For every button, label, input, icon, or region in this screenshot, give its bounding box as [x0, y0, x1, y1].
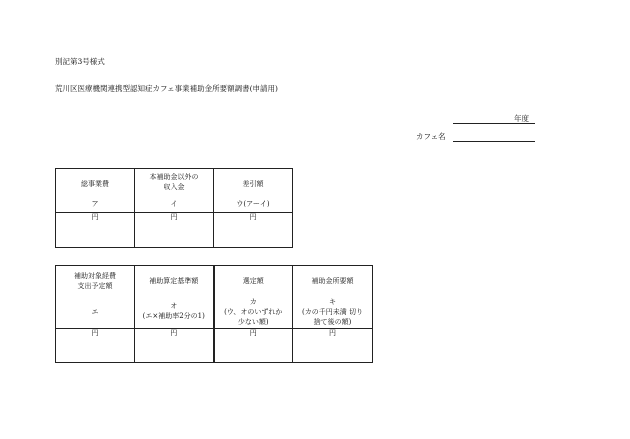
- selected-amount-cell[interactable]: 円: [214, 329, 293, 363]
- header-required-subsidy: 補助金所要額 キ (カの千円未満 切り 捨て後の額): [293, 266, 373, 329]
- total-cost-cell[interactable]: 円: [56, 213, 135, 248]
- header-selected-amount: 選定額 カ (ウ、オのいずれか 少ない額): [214, 266, 293, 329]
- header-other-income: 本補助金以外の 収入金 イ: [135, 169, 214, 213]
- subsidy-table: [55, 265, 373, 363]
- year-label: 年度: [514, 114, 529, 123]
- required-subsidy-cell[interactable]: 円: [293, 329, 373, 363]
- year-field-line: [453, 123, 535, 124]
- eligible-expense-cell[interactable]: 円: [56, 329, 135, 363]
- calc-standard-cell[interactable]: 円: [135, 329, 214, 363]
- form-number: 別記第3号様式: [55, 57, 105, 66]
- header-difference: 差引額 ウ(アーイ): [214, 169, 293, 213]
- header-eligible-expense: 補助対象経費 支出予定額 エ: [56, 266, 135, 329]
- cafe-name-label: カフェ名: [416, 132, 446, 141]
- header-total-cost: 総事業費 ア: [56, 169, 135, 213]
- document-title: 荒川区医療機関連携型認知症カフェ事業補助金所要額調書(申請用): [55, 84, 278, 93]
- cafe-name-field-line: [453, 141, 535, 142]
- other-income-cell[interactable]: 円: [135, 213, 214, 248]
- header-calc-standard: 補助算定基準額 オ (エ×補助率2分の1): [135, 266, 214, 329]
- difference-cell[interactable]: 円: [214, 213, 293, 248]
- expense-table: [55, 168, 293, 248]
